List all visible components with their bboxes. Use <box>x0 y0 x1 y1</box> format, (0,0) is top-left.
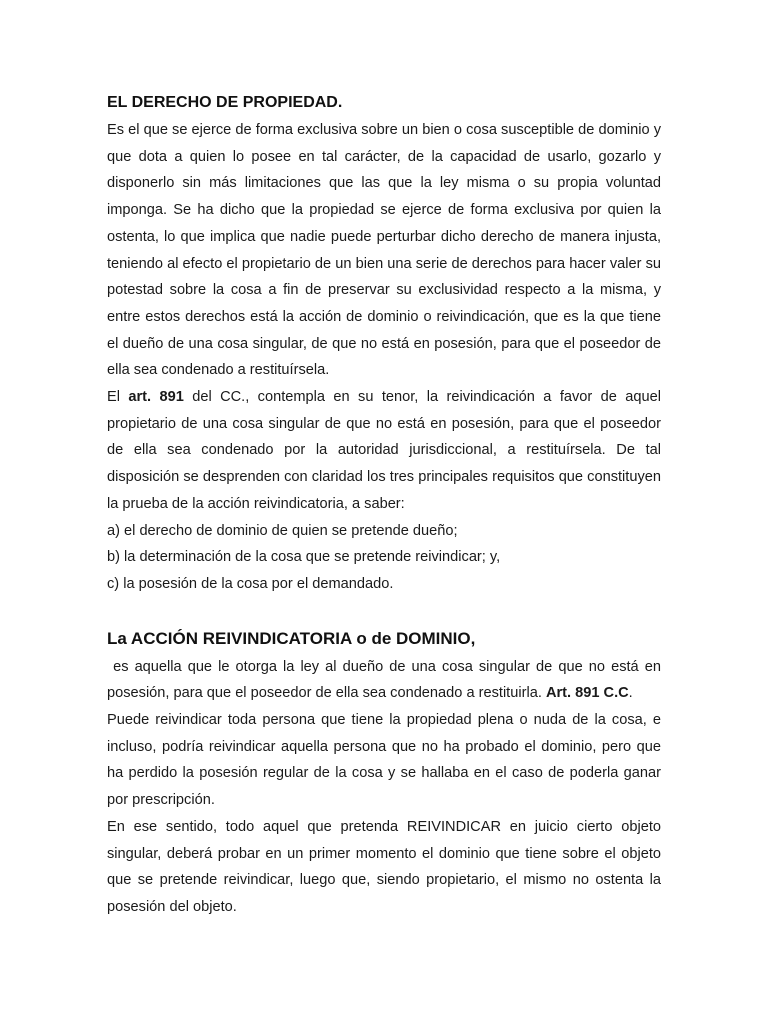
list-item-requisito-a: a) el derecho de dominio de quien se pretende dueño; <box>107 522 458 539</box>
list-item-requisito-c: c) la posesión de la cosa por el demandado. <box>107 575 394 592</box>
paragraph-text: . <box>628 685 633 702</box>
document-page <box>107 92 666 921</box>
article-reference: art. 891 <box>128 389 184 406</box>
paragraph-text: es aquella que le otorga la ley al dueño de una cosa singular de que no está en posesión, para que el poseedor de ella sea condenado a restituirla. <box>107 658 666 702</box>
paragraph-definicion-propiedad: Es el que se ejerce de forma exclusiva sobre un bien o cosa susceptible de dominio y que dota a quien lo posee en tal carácter, de la capacidad de usarlo, gozarlo y disponerlo sin más limitaciones que las que la ley misma o su propia voluntad imponga. Se ha dicho que la propiedad se ejerce de forma exclusiva por quien la ostenta, lo que implica que nadie puede perturbar dicho derecho de manera injusta, teniendo al efecto el propietario de un bien una serie de derechos para hacer valer su potestad sobre la cosa a fin de preservar su exclusividad respecto a la misma, y entre estos derechos está la acción de dominio o reivindicación, que es la que tiene el dueño de una cosa singular, de que no está en posesión, para que el poseedor de ella sea condenado a restituírsela. <box>107 122 661 379</box>
paragraph-articulo-891 <box>107 384 661 518</box>
section-title-derecho-propiedad: EL DERECHO DE PROPIEDAD. <box>107 94 343 111</box>
list-item-requisito-b: b) la determinación de la cosa que se pretende reivindicar; y, <box>107 549 501 566</box>
paragraph-definicion-accion <box>107 654 666 707</box>
section-title-accion-reivindicatoria: La ACCIÓN REIVINDICATORIA o de DOMINIO, <box>107 628 476 648</box>
paragraph-quien-puede-reivindicar: Puede reivindicar toda persona que tiene la propiedad plena o nuda de la cosa, e incluso, podría reivindicar aquella persona que no ha probado el dominio, pero que ha perdido la posesión regular de la cosa y se hallaba en el caso de poderla ganar por prescripción. <box>107 712 661 809</box>
article-reference: Art. 891 C.C <box>545 685 629 702</box>
paragraph-text: El <box>107 389 129 406</box>
paragraph-text: del CC., contempla en su tenor, la reivindicación a favor de aquel propietario de una cosa singular de que no está en posesión, para que el poseedor de ella sea condenado por la autoridad jurisdiccional, a restituírsela. De tal disposición se desprenden con claridad los tres principales requisitos que constituyen la prueba de la acción reivindicatoria, a saber: <box>107 389 661 512</box>
paragraph-prueba-dominio: En ese sentido, todo aquel que pretenda REIVINDICAR en juicio cierto objeto singular, deberá probar en un primer momento el dominio que tiene sobre el objeto que se pretende reivindicar, luego que, siendo propietario, el mismo no ostenta la posesión del objeto. <box>107 818 661 915</box>
